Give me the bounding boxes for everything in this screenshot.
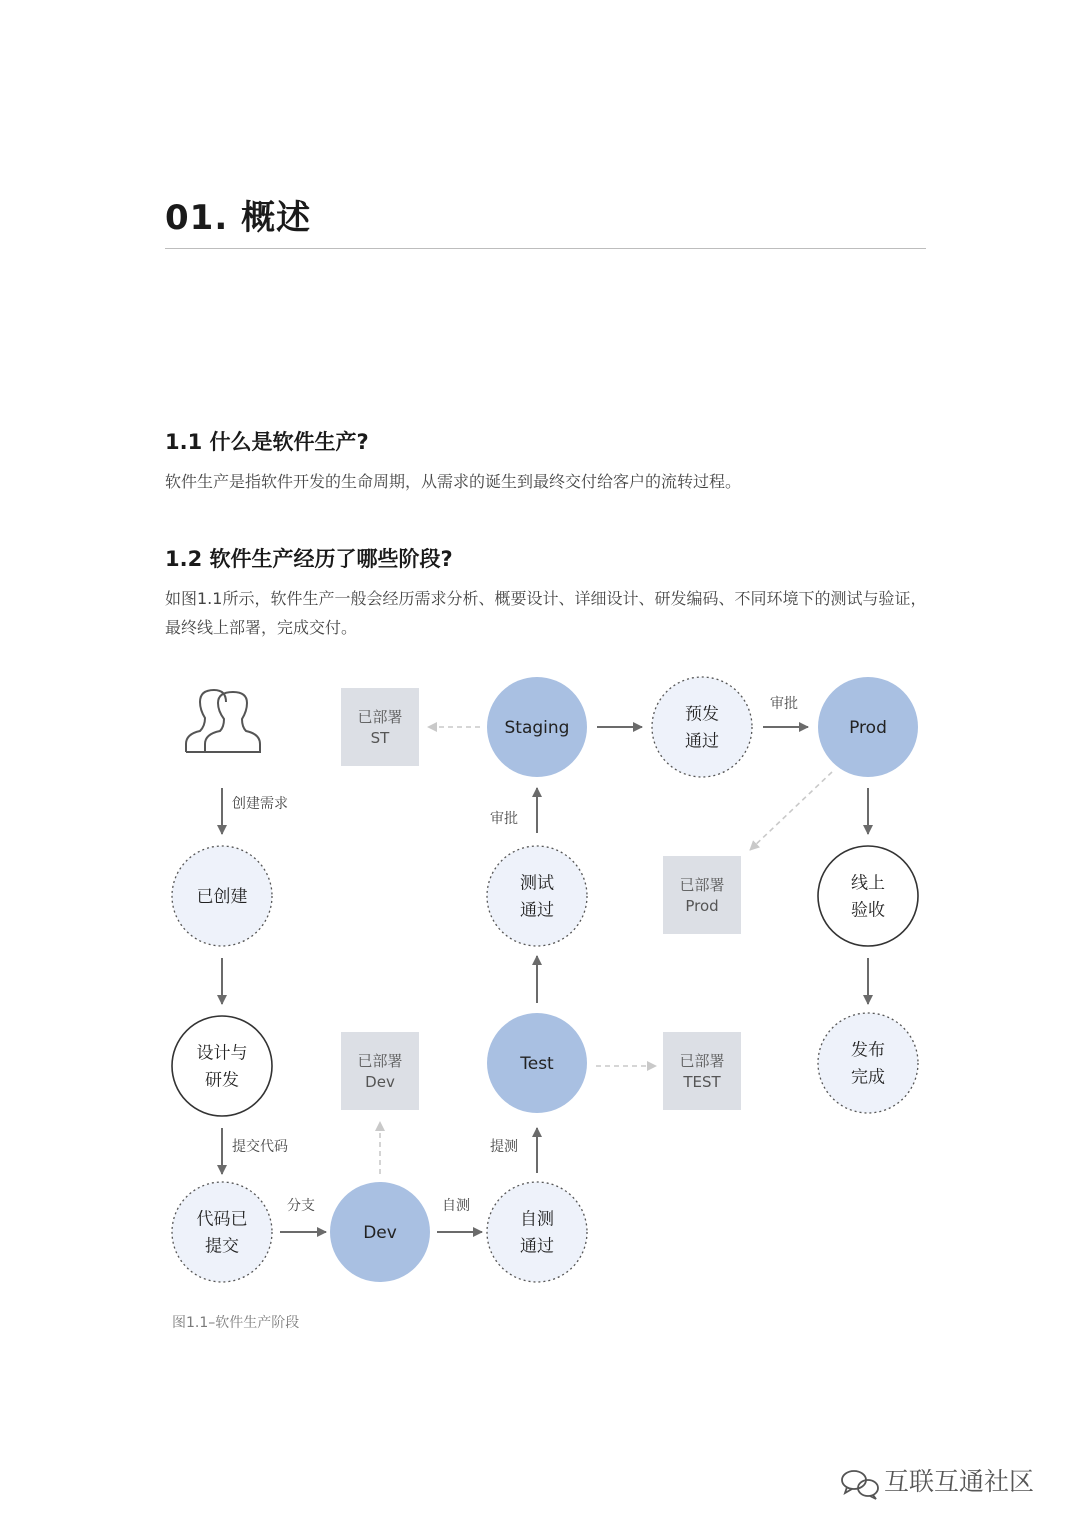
- dashed-arrows: [380, 727, 832, 1174]
- diagram-node-design: [172, 1016, 272, 1116]
- diagram-node-dep-test: [663, 1032, 741, 1110]
- section-body-1-2: 如图1.1所示，软件生产一般会经历需求分析、概要设计、详细设计、研发编码、不同环境下的测试与验证，最终线上部署，完成交付。: [165, 589, 927, 637]
- diagram-node-dep-test-label: 已部署: [679, 1051, 725, 1070]
- diagram-node-selftest: [487, 1182, 587, 1282]
- diagram-node-released-label: 发布: [851, 1040, 885, 1061]
- diagram-node-dep-st-label: 已部署: [357, 707, 403, 726]
- edge-label-branch: 分支: [287, 1198, 315, 1214]
- diagram-node-staging: [487, 677, 587, 777]
- diagram-node-dev-label: Dev: [363, 1222, 397, 1243]
- diagram-node-testpass-label: 通过: [520, 900, 554, 921]
- diagram-node-design-shape: [172, 1016, 272, 1116]
- figure-caption: 图1.1–软件生产阶段: [172, 1315, 300, 1331]
- diagram-node-dep-prod-label: 已部署: [679, 875, 725, 894]
- watermark: [838, 1462, 1034, 1498]
- edge-label-submit-test: 提测: [490, 1139, 518, 1155]
- section-body-1-1: 软件生产是指软件开发的生命周期，从需求的诞生到最终交付给客户的流转过程。: [165, 472, 742, 491]
- diagram-node-testpass-shape: [487, 846, 587, 946]
- diagram-node-prerelease-shape: [652, 677, 752, 777]
- diagram-node-committed-label: 代码已: [196, 1209, 248, 1230]
- diagram-node-staging-label: Staging: [504, 717, 570, 738]
- diagram-node-committed-label: 提交: [205, 1236, 239, 1257]
- diagram-node-released-label: 完成: [851, 1067, 885, 1088]
- chapter-title: 01. 概述: [165, 198, 312, 238]
- diagram-node-dep-st: [341, 688, 419, 766]
- diagram-node-dep-prod-shape: [663, 856, 741, 934]
- section-heading-1-1: 1.1 什么是软件生产?: [165, 430, 369, 454]
- watermark-text: 互联互通社区: [884, 1467, 1035, 1496]
- solid-arrows: [222, 727, 868, 1232]
- diagram-node-dev: [330, 1182, 430, 1282]
- diagram-node-testpass: [487, 846, 587, 946]
- diagram-node-test-label: Test: [520, 1053, 554, 1074]
- watermark-icon-space: [838, 1465, 878, 1495]
- diagram-node-dep-test-shape: [663, 1032, 741, 1110]
- diagram-node-accept: [818, 846, 918, 946]
- edge-label-commit-code: 提交代码: [232, 1139, 288, 1155]
- diagram-node-dep-prod: [663, 856, 741, 934]
- diagram-node-selftest-shape: [487, 1182, 587, 1282]
- diagram-node-accept-shape: [818, 846, 918, 946]
- diagram-node-created-label: 已创建: [196, 886, 248, 907]
- edge-label-approve-prod: 审批: [770, 696, 798, 712]
- diagram-node-design-label: 研发: [205, 1070, 239, 1091]
- diagram-node-committed-shape: [172, 1182, 272, 1282]
- diagram-node-dep-dev-label: 已部署: [357, 1051, 403, 1070]
- diagram-node-prerelease-label: 预发: [685, 704, 719, 725]
- diagram-node-dep-prod-label: Prod: [685, 896, 719, 915]
- users-icon: [186, 690, 260, 752]
- diagram-node-selftest-label: 自测: [520, 1209, 554, 1230]
- diagram-node-dep-st-shape: [341, 688, 419, 766]
- diagram-node-committed: [172, 1182, 272, 1282]
- edge-label-self-test: 自测: [442, 1198, 470, 1214]
- diagram-node-selftest-label: 通过: [520, 1236, 554, 1257]
- diagram-node-dep-dev: [341, 1032, 419, 1110]
- diagram-node-test: [487, 1013, 587, 1113]
- section-heading-1-2: 1.2 软件生产经历了哪些阶段?: [165, 547, 453, 571]
- diagram-node-design-label: 设计与: [196, 1043, 248, 1064]
- edge-label-approve-test: 审批: [490, 811, 518, 827]
- diagram-node-prod-label: Prod: [849, 717, 887, 738]
- diagram-node-dep-test-label: TEST: [683, 1072, 721, 1091]
- diagram-node-testpass-label: 测试: [520, 873, 554, 894]
- diagram-node-prod: [818, 677, 918, 777]
- diagram-node-prerelease: [652, 677, 752, 777]
- diagram-node-dep-dev-shape: [341, 1032, 419, 1110]
- diagram-node-released-shape: [818, 1013, 918, 1113]
- diagram-node-prerelease-label: 通过: [685, 731, 719, 752]
- diagram-node-released: [818, 1013, 918, 1113]
- diagram-node-accept-label: 线上: [851, 873, 885, 894]
- diagram-node-created: [172, 846, 272, 946]
- edge-label-create-req: 创建需求: [232, 796, 288, 812]
- diagram-node-dep-dev-label: Dev: [365, 1072, 395, 1091]
- diagram-node-accept-label: 验收: [851, 900, 885, 921]
- diagram-node-dep-st-label: ST: [370, 728, 390, 747]
- arrow-prod-deploy: [750, 772, 832, 850]
